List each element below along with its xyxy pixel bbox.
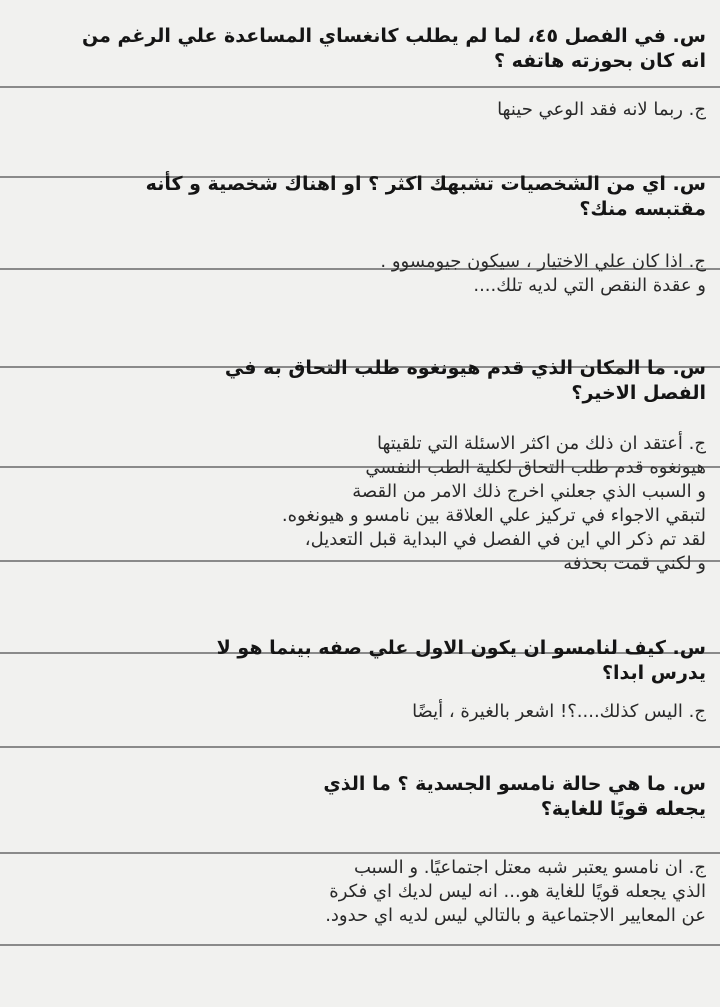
answer-3 [282, 432, 706, 576]
answer-3-line-6: و لكني قمت بحذفه [563, 553, 706, 574]
question-3-line-1: س. ما المكان الذي قدم هيونغوه طلب التحاق به في [224, 357, 706, 379]
answer-1-line-1: ج. ربما لانه فقد الوعي حينها [497, 99, 706, 120]
answer-1 [497, 98, 706, 122]
question-4 [217, 636, 706, 686]
answer-2-line-2: و عقدة النقص التي لديه تلك.... [473, 275, 706, 296]
question-2-line-1: س. اي من الشخصيات تشبهك اكثر ؟ او اهناك شخصية و كأنه [145, 173, 706, 195]
answer-3-line-1: ج. أعتقد ان ذلك من اكثر الاسئلة التي تلقيتها [376, 433, 706, 454]
answer-3-line-4: لتبقي الاجواء في تركيز علي العلاقة بين نامسو و هيونغوه. [281, 505, 706, 526]
ruled-line [0, 852, 720, 854]
answer-3-line-2: هيونغوه قدم طلب التحاق لكلية الطب النفسي [365, 457, 706, 478]
answer-5-line-3: عن المعايير الاجتماعية و بالتالي ليس لديه اي حدود. [325, 905, 706, 926]
question-1 [82, 24, 706, 74]
answer-4 [412, 700, 706, 724]
answer-2-line-1: ج. اذا كان علي الاختيار ، سيكون جيومسوو . [380, 251, 706, 272]
question-3 [225, 356, 706, 406]
ruled-line [0, 86, 720, 88]
answer-5-line-2: الذي يجعله قويًا للغاية هو... انه ليس لديك اي فكرة [329, 881, 706, 902]
question-5 [323, 772, 706, 822]
answer-5 [325, 856, 706, 928]
question-2-line-2: مقتبسه منك؟ [579, 198, 706, 220]
question-1-line-2: انه كان بحوزته هاتفه ؟ [493, 50, 706, 72]
question-2 [146, 172, 706, 222]
question-4-line-1: س. كيف لنامسو ان يكون الاول علي صفه بينما هو لا [216, 637, 706, 659]
answer-5-line-1: ج. ان نامسو يعتبر شبه معتل اجتماعيًا. و السبب [353, 857, 706, 878]
answer-3-line-3: و السبب الذي جعلني اخرج ذلك الامر من القصة [352, 481, 706, 502]
question-5-line-2: يجعله قويًا للغاية؟ [540, 798, 706, 820]
answer-3-line-5: لقد تم ذكر الي اين في الفصل في البداية قبل التعديل، [304, 529, 706, 550]
question-5-line-1: س. ما هي حالة نامسو الجسدية ؟ ما الذي [323, 773, 706, 795]
answer-4-line-1: ج. اليس كذلك....؟! اشعر بالغيرة ، أيضًا [412, 701, 706, 722]
answer-2 [380, 250, 706, 298]
question-4-line-2: يدرس ابدا؟ [601, 662, 706, 684]
ruled-line [0, 746, 720, 748]
ruled-line [0, 944, 720, 946]
question-1-line-1: س. في الفصل ٤٥، لما لم يطلب كانغساي المساعدة علي الرغم من [82, 25, 706, 47]
question-3-line-2: الفصل الاخير؟ [571, 382, 706, 404]
